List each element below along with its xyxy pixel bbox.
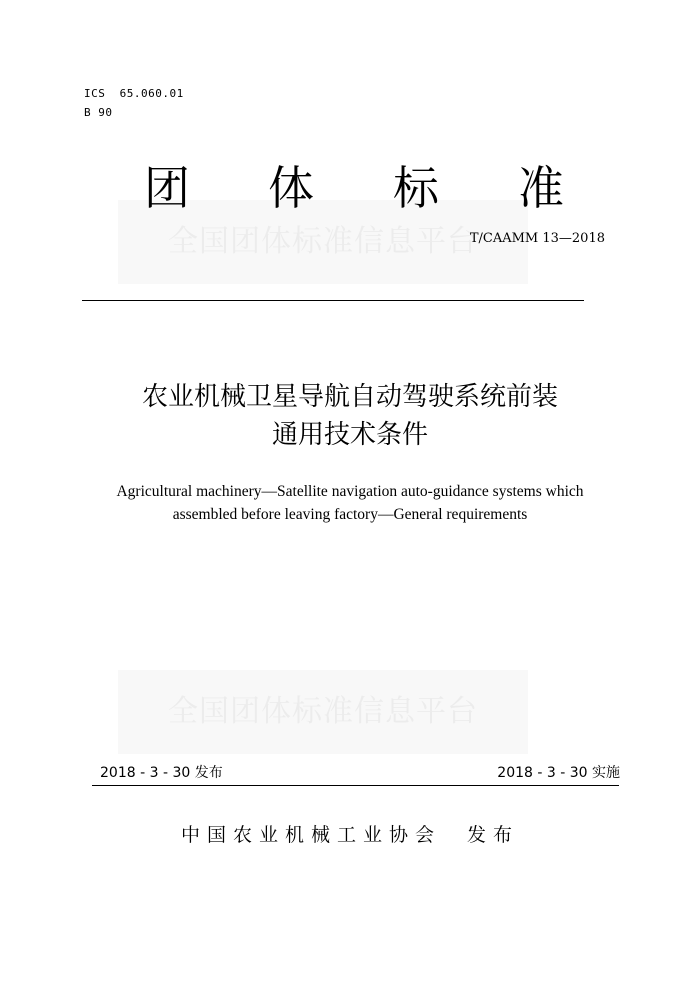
watermark-top: 全国团体标准信息平台	[118, 200, 528, 284]
document-type-char: 准	[518, 161, 564, 215]
english-title-line-2: assembled before leaving factory—General requirements	[172, 506, 528, 523]
english-title-line-1: Agricultural machinery—Satellite navigation auto-guidance systems which	[116, 483, 584, 500]
ccs-code: B 90	[84, 106, 113, 119]
publisher: 中国农业机械工业协会 发布	[180, 824, 520, 846]
ics-code: ICS 65.060.01	[84, 87, 184, 100]
issue-date: 2018 - 3 - 30 发布	[100, 765, 223, 781]
divider-bottom	[92, 785, 619, 786]
chinese-title-line-1: 农业机械卫星导航自动驾驶系统前装	[141, 382, 558, 412]
english-title	[0, 480, 700, 526]
watermark-bottom: 全国团体标准信息平台	[118, 670, 528, 754]
chinese-title-line-2: 通用技术条件	[271, 420, 428, 450]
implementation-date: 2018 - 3 - 30 实施	[497, 765, 620, 781]
document-type-char: 标	[393, 161, 439, 215]
standard-number: T/CAAMM 13—2018	[469, 231, 605, 246]
divider-top	[82, 300, 584, 301]
document-type-char: 团	[144, 161, 190, 215]
chinese-title	[0, 378, 700, 454]
document-type-char: 体	[268, 161, 314, 215]
document-type-title	[0, 158, 700, 218]
